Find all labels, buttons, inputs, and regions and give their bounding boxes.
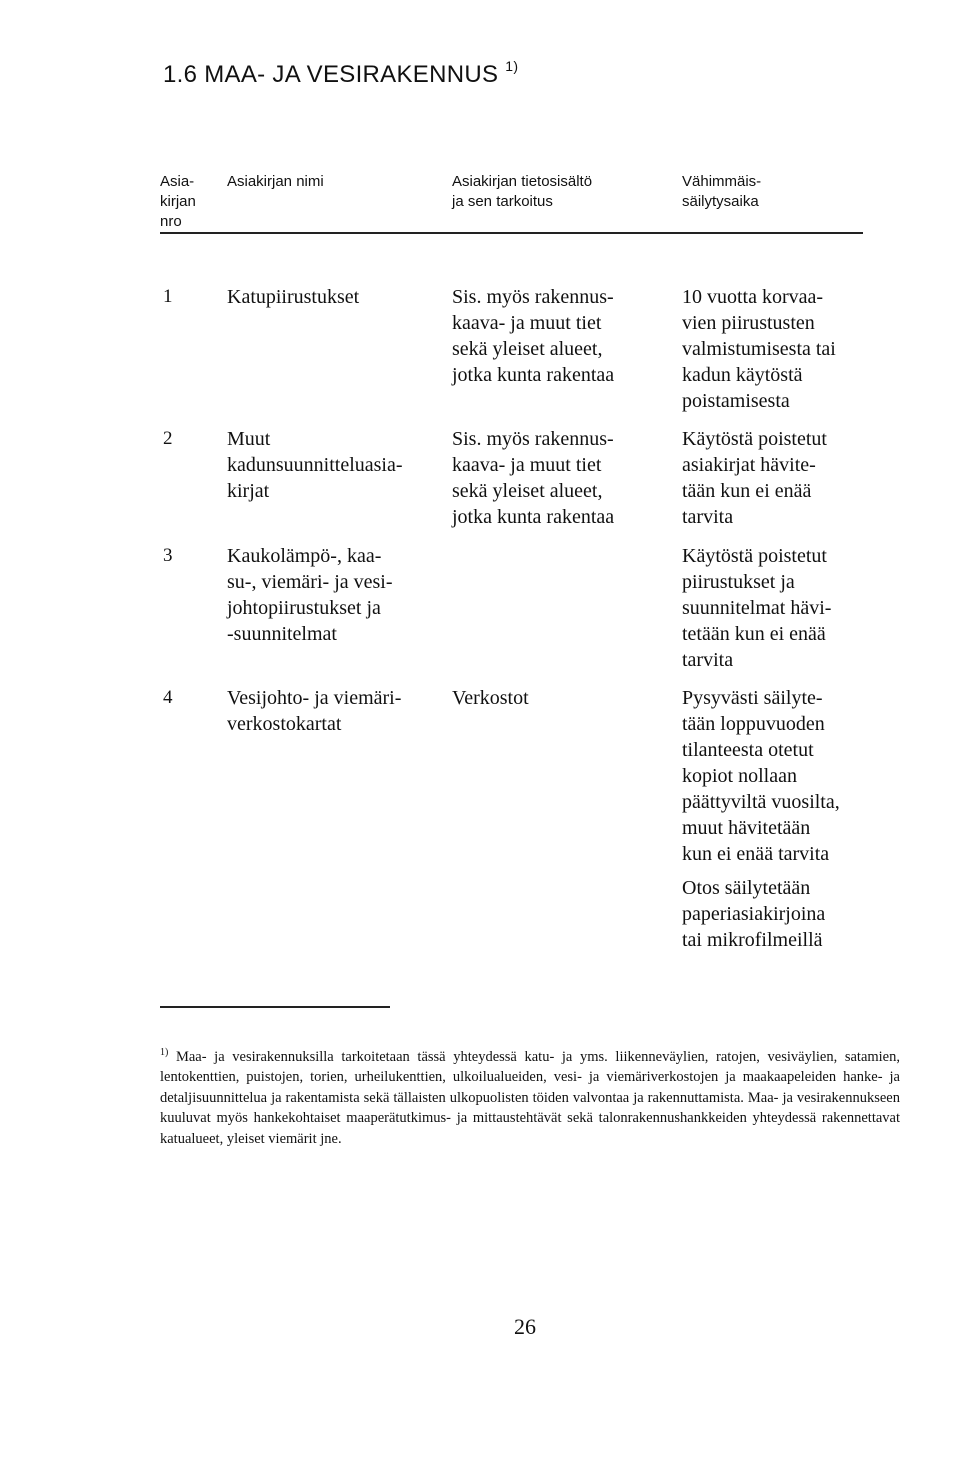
header-divider xyxy=(160,232,863,234)
row-2-retention: Käytöstä poistetut asiakirjat hävite- tään kun ei enää tarvita xyxy=(682,428,827,528)
page-number: 26 xyxy=(514,1314,536,1339)
row-2-name: Muut kadunsuunnitteluasia- kirjat xyxy=(227,428,403,502)
row-3-number: 3 xyxy=(163,545,173,566)
row-4-name: Vesijohto- ja viemäri- verkostokartat xyxy=(227,687,402,735)
header-col-retention: Vähimmäis- säilytysaika xyxy=(682,173,762,210)
row-4-content: Verkostot xyxy=(452,687,529,709)
row-3-name: Kaukolämpö-, kaa- su-, viemäri- ja vesi- johtopiirustukset ja -suunnitelmat xyxy=(227,545,393,645)
row-1-name: Katupiirustukset xyxy=(227,286,360,308)
header-col-name: Asiakirjan nimi xyxy=(227,173,324,190)
page-title: 1.6 MAA- JA VESIRAKENNUS $^{1)}$ xyxy=(163,58,519,88)
sampling-note: Otos säilytetään paperiasiakirjoina tai mikrofilmeillä xyxy=(682,877,826,951)
row-1-retention: 10 vuotta korvaa- vien piirustusten valmistumisesta tai kadun käytöstä poistamisesta xyxy=(682,286,836,412)
header-col-nro: Asia- kirjan nro xyxy=(160,173,196,230)
row-1-content: Sis. myös rakennus- kaava- ja muut tiet sekä yleiset alueet, jotka kunta rakentaa xyxy=(452,286,615,386)
footnote-text: Maa- ja vesirakennuksilla tarkoitetaan tässä yhteydessä katu- ja yms. liikenneväylien, ratojen, vesiväylien, satamien, lentokenttien, puistojen, torien, urheilukenttien, ulkoilualueiden, vesi- ja viemäriverkostojen ja maakaapeleiden hanke- ja detaljisuunnittelua ja rakentamista sekä tällaisten ulkopuolisten töiden valvontaa ja rakennuttamista. Maa- ja vesirakennukseen kuuluvat myös hankekohtaiset maaperätutkimus- ja mittaustehtävät sekä talonrakennushankkeiden yhteydessä rakennettavat katualueet, yleiset viemärit jne. xyxy=(160,1048,900,1147)
header-col-content: Asiakirjan tietosisältö ja sen tarkoitus xyxy=(452,173,593,210)
row-4-number: 4 xyxy=(163,687,173,708)
row-2-number: 2 xyxy=(163,428,173,449)
row-1-number: 1 xyxy=(163,286,173,307)
footnote-divider xyxy=(160,1006,390,1008)
row-2-content: Sis. myös rakennus- kaava- ja muut tiet sekä yleiset alueet, jotka kunta rakentaa xyxy=(452,428,615,528)
row-3-retention: Käytöstä poistetut piirustukset ja suunnitelmat hävi- tetään kun ei enää tarvita xyxy=(682,545,832,671)
footnote xyxy=(160,1043,900,1149)
title-footnote-marker: 1) xyxy=(505,58,519,74)
footnote-marker: 1) xyxy=(160,1047,169,1058)
row-4-retention: Pysyvästi säilyte- tään loppuvuoden tilanteesta otetut kopiot nollaan päättyviltä vuosilta, muut hävitetään kun ei enää tarvita xyxy=(682,687,840,865)
